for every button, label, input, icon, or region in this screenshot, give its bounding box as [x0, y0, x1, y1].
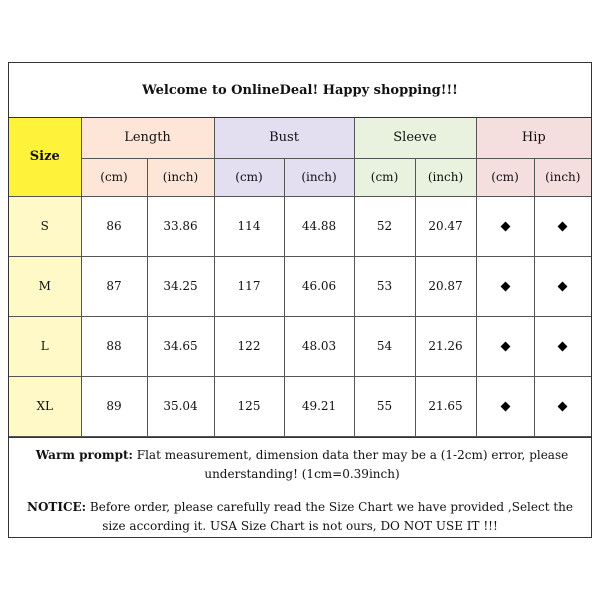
table-cell: 33.86 [147, 196, 214, 256]
table-cell: 44.88 [284, 196, 354, 256]
diamond-icon [500, 222, 510, 232]
unit-header: (cm) [214, 158, 284, 196]
hip-header: Hip [476, 118, 591, 158]
table-cell [534, 256, 591, 316]
header-row-groups [9, 118, 591, 158]
table-cell: 48.03 [284, 316, 354, 376]
unit-header: (cm) [81, 158, 147, 196]
table-cell: 88 [81, 316, 147, 376]
table-row [9, 256, 591, 316]
table-cell: 20.87 [415, 256, 476, 316]
table-cell: 114 [214, 196, 284, 256]
length-header: Length [81, 118, 214, 158]
table-row [9, 376, 591, 436]
table-cell: 86 [81, 196, 147, 256]
table-cell: 34.65 [147, 316, 214, 376]
table-cell: 49.21 [284, 376, 354, 436]
table-cell [476, 196, 534, 256]
table-cell [534, 376, 591, 436]
header-row-units [9, 158, 591, 196]
diamond-icon [558, 222, 568, 232]
diamond-icon [500, 282, 510, 292]
notice-text: Before order, please carefully read the Size Chart we have provided ,Select the size according it. USA Size Chart is not ours, DO NOT USE IT !!! [86, 500, 574, 533]
diamond-icon [500, 342, 510, 352]
table-cell: 21.26 [415, 316, 476, 376]
table-row [9, 196, 591, 256]
page-title: Welcome to OnlineDeal! Happy shopping!!! [9, 63, 591, 118]
diamond-icon [558, 402, 568, 412]
table-cell: 87 [81, 256, 147, 316]
table-cell: 21.65 [415, 376, 476, 436]
unit-header: (inch) [415, 158, 476, 196]
table-cell: 125 [214, 376, 284, 436]
table-row [9, 316, 591, 376]
unit-header: (inch) [284, 158, 354, 196]
unit-header: (inch) [147, 158, 214, 196]
table-cell: 20.47 [415, 196, 476, 256]
size-label: M [9, 256, 81, 316]
warm-prompt-label: Warm prompt: [35, 448, 133, 462]
table-cell: 117 [214, 256, 284, 316]
unit-header: (inch) [534, 158, 591, 196]
notice-label: NOTICE: [26, 500, 87, 514]
table-cell [534, 196, 591, 256]
table-cell: 55 [354, 376, 415, 436]
unit-header: (cm) [354, 158, 415, 196]
unit-header: (cm) [476, 158, 534, 196]
table-cell: 89 [81, 376, 147, 436]
size-label: XL [9, 376, 81, 436]
table-cell: 35.04 [147, 376, 214, 436]
table-cell: 34.25 [147, 256, 214, 316]
sleeve-header: Sleeve [354, 118, 476, 158]
table-cell: 54 [354, 316, 415, 376]
size-chart-frame [8, 62, 592, 538]
table-cell: 53 [354, 256, 415, 316]
table-cell: 122 [214, 316, 284, 376]
table-cell: 46.06 [284, 256, 354, 316]
table-cell [476, 256, 534, 316]
warm-prompt-text: Flat measurement, dimension data ther may be a (1-2cm) error, please understanding! (1cm=0.39inch) [132, 448, 569, 481]
size-label: L [9, 316, 81, 376]
table-cell [476, 376, 534, 436]
table-cell [534, 316, 591, 376]
size-header: Size [9, 118, 81, 196]
notice [15, 498, 585, 536]
diamond-icon [558, 282, 568, 292]
warm-prompt [19, 446, 585, 484]
diamond-icon [500, 402, 510, 412]
table-cell [476, 316, 534, 376]
size-chart-table [9, 118, 591, 437]
bust-header: Bust [214, 118, 354, 158]
notes-section [9, 437, 591, 537]
size-label: S [9, 196, 81, 256]
table-cell: 52 [354, 196, 415, 256]
diamond-icon [558, 342, 568, 352]
